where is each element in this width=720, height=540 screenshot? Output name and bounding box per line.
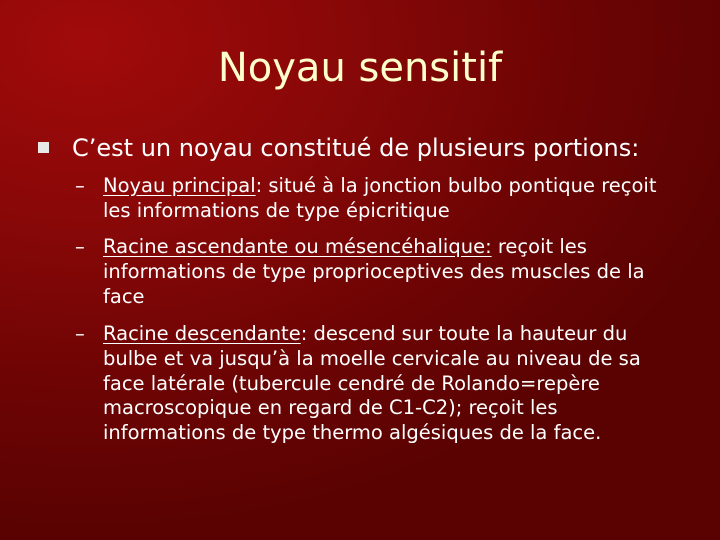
sub-item-racine-descendante (75, 322, 675, 446)
main-bullet-text: C’est un noyau constitué de plusieurs portions: (72, 134, 640, 162)
sub-item-text: reçoit les informations de type proprioceptives des muscles de la face (103, 235, 645, 308)
dash-icon: – (75, 235, 85, 258)
sub-item-noyau-principal (75, 174, 675, 224)
sub-item-term: Racine descendante (103, 322, 301, 345)
dash-icon: – (75, 174, 85, 197)
main-bullet (38, 130, 698, 166)
square-bullet-icon (38, 142, 49, 153)
sub-item-body (103, 322, 675, 446)
sub-item-text: : situé à la jonction bulbo pontique reçoit les informations de type épicritique (103, 174, 657, 222)
sub-item-text: : descend sur toute la hauteur du bulbe et va jusqu’à la moelle cervicale au niveau de sa face latérale (tubercule cendré de Rolando=repère macroscopique en regard de C1-C2); reçoit les informations de type thermo algésiques de la face. (103, 322, 641, 445)
sub-item-term: Noyau principal (103, 174, 256, 197)
sub-item-body (103, 235, 675, 309)
slide-title: Noyau sensitif (217, 45, 503, 91)
sub-item-term: Racine ascendante ou mésencéhalique: (103, 235, 492, 258)
sub-item-body (103, 174, 675, 224)
dash-icon: – (75, 322, 85, 345)
sub-item-racine-ascendante (75, 235, 675, 309)
